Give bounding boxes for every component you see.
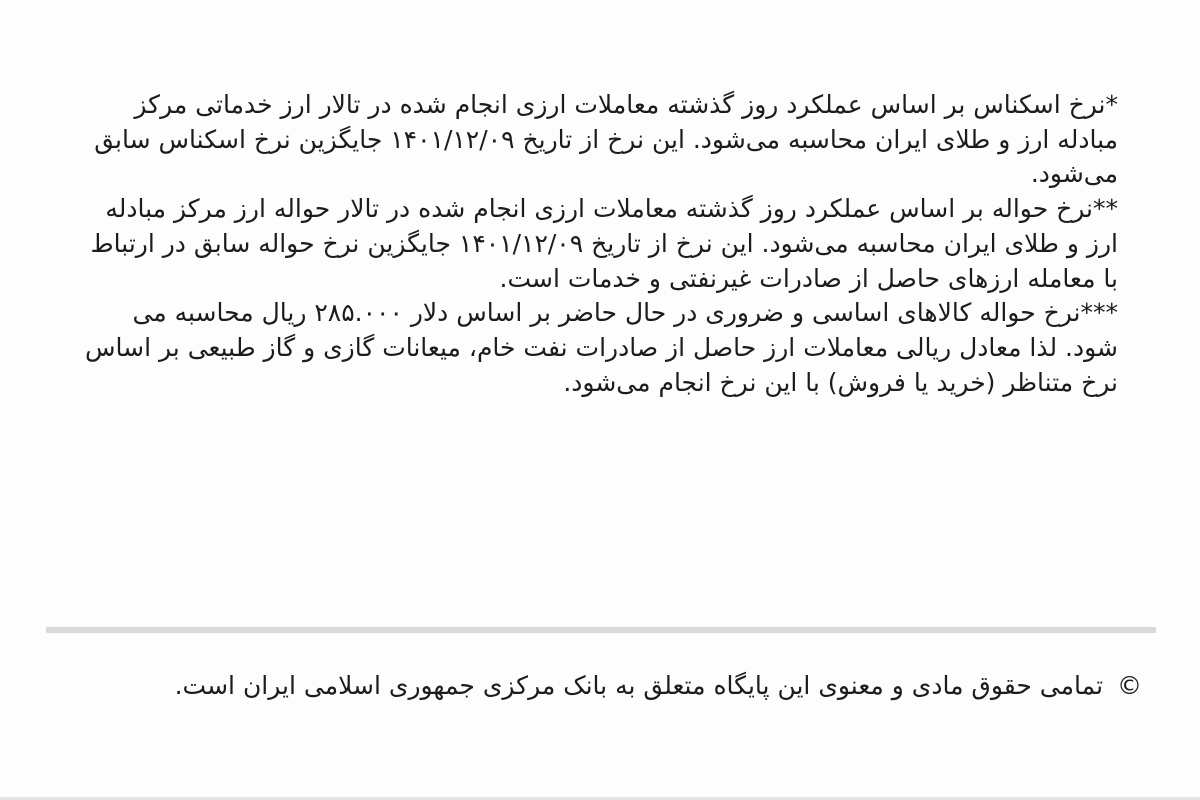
- copyright-text: تمامی حقوق مادی و معنوی این پایگاه متعلق به بانک مرکزی جمهوری اسلامی ایران است.: [174, 671, 1104, 700]
- footnote-remittance-rate: **نرخ حواله بر اساس عملکرد روز گذشته معاملات ارزی انجام شده در تالار حواله ارز مرکز مبادله ارز و طلای ایران محاسبه می‌شود. این نرخ از تاریخ ۱۴۰۱/۱۲/۰۹ جایگزین نرخ حواله سابق در ارتباط با معامله ارزهای حاصل از صادرات غیرنفتی و خدمات است.: [90, 194, 1118, 293]
- footnote-banknote-rate: *نرخ اسکناس بر اساس عملکرد روز گذشته معاملات ارزی انجام شده در تالار ارز خدماتی مرکز مبادله ارز و طلای ایران محاسبه می‌شود. این نرخ از تاریخ ۱۴۰۱/۱۲/۰۹ جایگزین نرخ اسکناس سابق می‌شود.: [94, 90, 1118, 189]
- copyright-notice: [60, 668, 1142, 703]
- footnote-essential-goods-rate: ***نرخ حواله کالاهای اساسی و ضروری در حال حاضر بر اساس دلار ۲۸۵.۰۰۰ ریال محاسبه می شود. لذا معادل ریالی معاملات ارز حاصل از صادرات نفت خام، میعانات گازی و گاز طبیعی بر اساس نرخ متناظر (خرید یا فروش) با این نرخ انجام می‌شود.: [85, 298, 1118, 397]
- rate-footnotes: [80, 88, 1118, 400]
- copyright-icon: ©: [1117, 671, 1142, 700]
- divider: [46, 627, 1156, 633]
